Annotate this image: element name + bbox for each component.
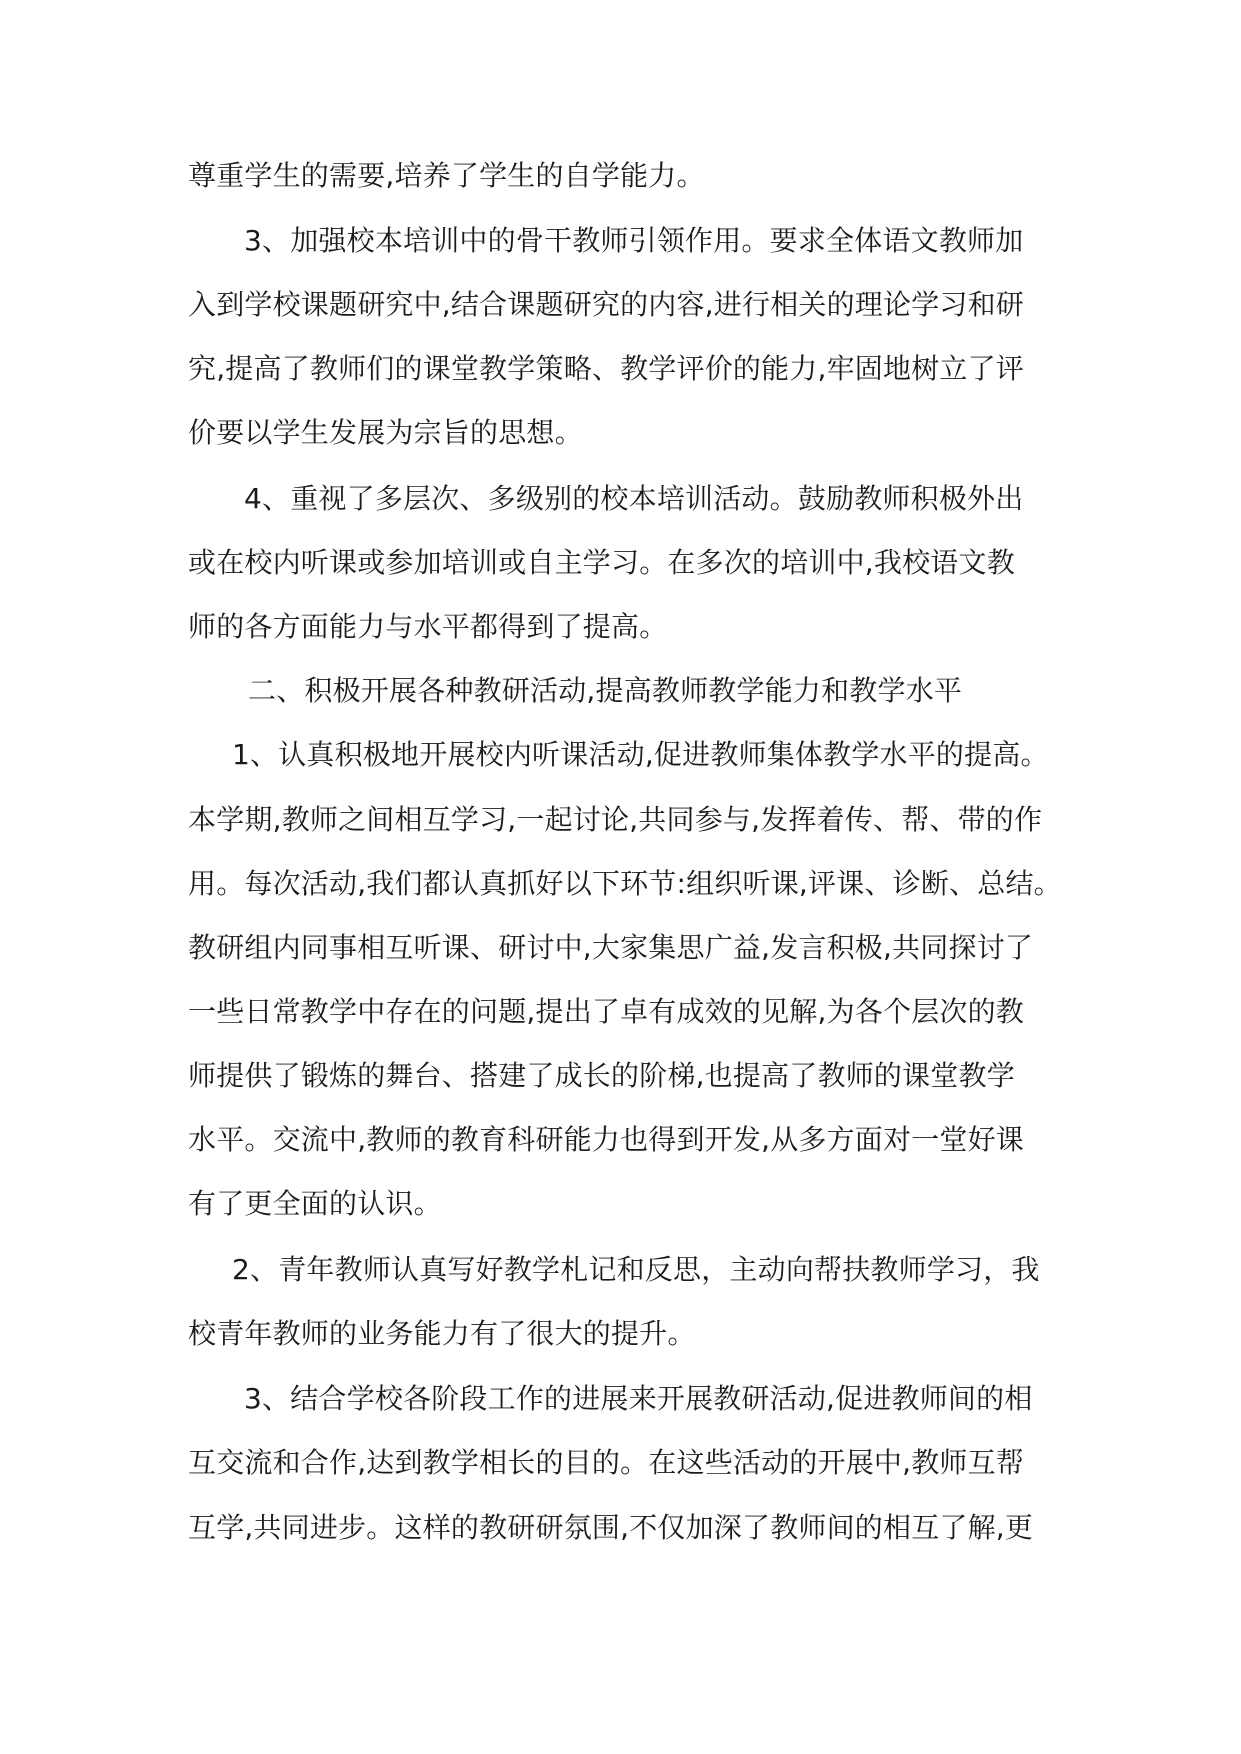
text-line: 师的各方面能力与水平都得到了提高。 <box>188 610 668 643</box>
text-line: 教研组内同事相互听课、研讨中,大家集思广益,发言积极,共同探讨了 <box>188 931 1034 964</box>
paragraph-start-line: 3、结合学校各阶段工作的进展来开展教研活动,促进教师间的相 <box>244 1382 1033 1415</box>
text-line: 互学,共同进步。这样的教研研氛围,不仅加深了教师间的相互了解,更 <box>188 1511 1034 1544</box>
text-line: 究,提高了教师们的课堂教学策略、教学评价的能力,牢固地树立了评 <box>188 352 1025 385</box>
text-line: 互交流和合作,达到教学相长的目的。在这些活动的开展中,教师互帮 <box>188 1446 1025 1479</box>
paragraph-start-line: 3、加强校本培训中的骨干教师引领作用。要求全体语文教师加 <box>244 224 1024 257</box>
section-heading: 二、积极开展各种教研活动,提高教师教学能力和教学水平 <box>248 674 963 707</box>
text-line: 本学期,教师之间相互学习,一起讨论,共同参与,发挥着传、帮、带的作 <box>188 803 1043 836</box>
text-line: 校青年教师的业务能力有了很大的提升。 <box>188 1317 696 1350</box>
text-line: 尊重学生的需要,培养了学生的自学能力。 <box>188 159 705 192</box>
text-line: 用。每次活动,我们都认真抓好以下环节:组织听课,评课、诊断、总结。 <box>188 867 1062 900</box>
text-line: 入到学校课题研究中,结合课题研究的内容,进行相关的理论学习和研 <box>188 288 1025 321</box>
text-line: 一些日常教学中存在的问题,提出了卓有成效的见解,为各个层次的教 <box>188 995 1025 1028</box>
paragraph-start-line: 1、认真积极地开展校内听课活动,促进教师集体教学水平的提高。 <box>232 738 1049 771</box>
text-line: 有了更全面的认识。 <box>188 1187 442 1220</box>
paragraph-start-line: 4、重视了多层次、多级别的校本培训活动。鼓励教师积极外出 <box>244 482 1024 515</box>
text-line: 或在校内听课或参加培训或自主学习。在多次的培训中,我校语文教 <box>188 546 1015 579</box>
text-line: 水平。交流中,教师的教育科研能力也得到开发,从多方面对一堂好课 <box>188 1123 1025 1156</box>
text-line: 师提供了锻炼的舞台、搭建了成长的阶梯,也提高了教师的课堂教学 <box>188 1059 1015 1092</box>
text-line: 价要以学生发展为宗旨的思想。 <box>188 416 583 449</box>
paragraph-start-line: 2、青年教师认真写好教学札记和反思，主动向帮扶教师学习，我 <box>232 1253 1040 1286</box>
